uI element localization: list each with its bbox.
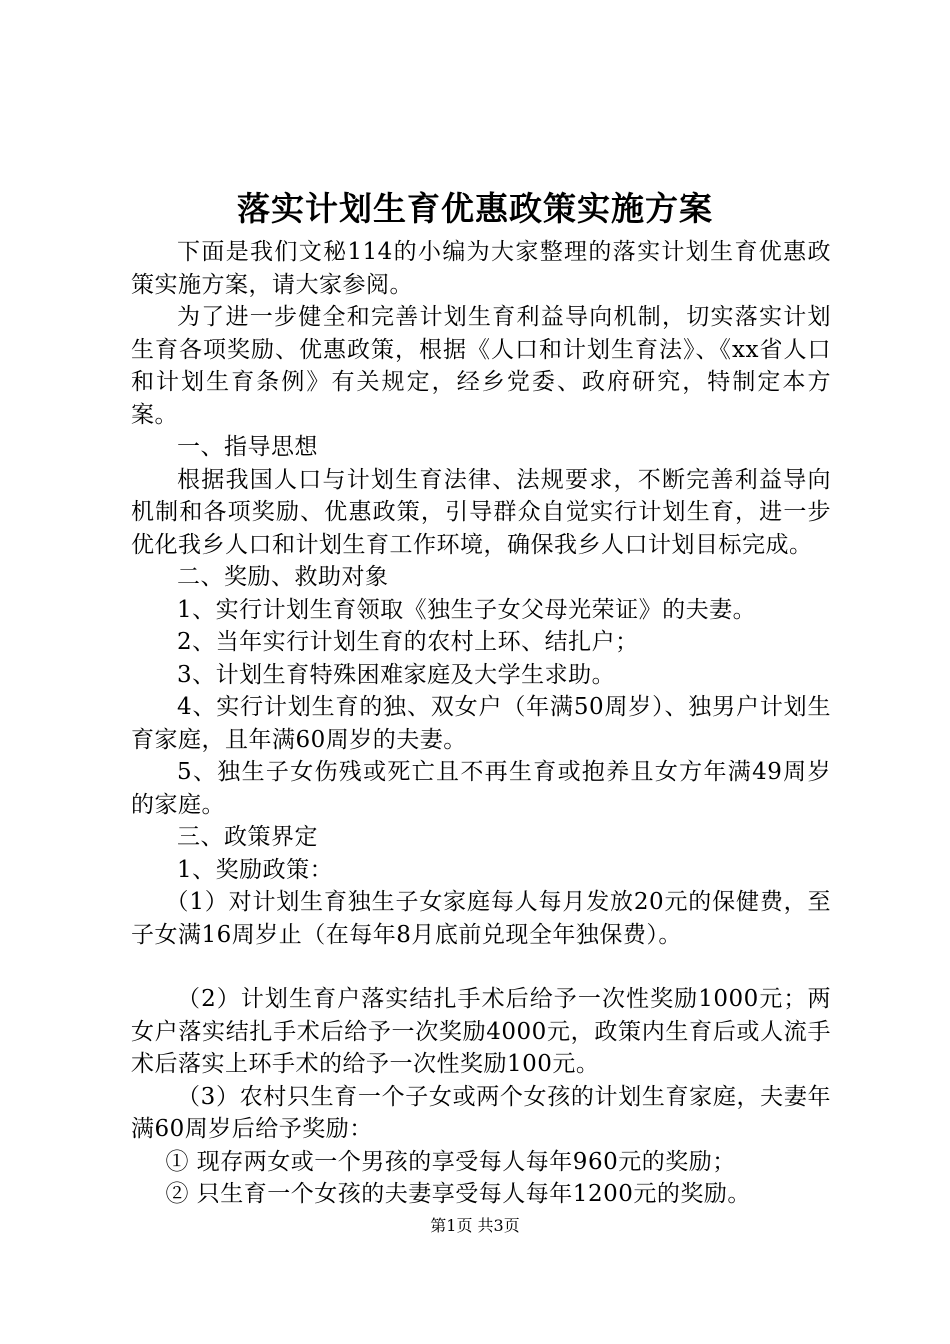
reward-item: （1）对计划生育独生子女家庭每人每月发放20元的保健费，至子女满16周岁止（在每年8月底前兑现全年独保费）。 bbox=[131, 889, 831, 948]
sub-reward-item: ② 只生育一个女孩的夫妻享受每人每年1200元的奖励。 bbox=[165, 1181, 751, 1207]
section-heading-1: 一、指导思想 bbox=[177, 434, 318, 460]
document-body bbox=[131, 236, 831, 1211]
document-title: 落实计划生育优惠政策实施方案 bbox=[237, 189, 713, 228]
guiding-paragraph: 根据我国人口与计划生育法律、法规要求，不断完善利益导向机制和各项奖励、优惠政策，引导群众自觉实行计划生育，进一步优化我乡人口和计划生育工作环境，确保我乡人口计划目标完成。 bbox=[131, 466, 831, 558]
blank-line bbox=[131, 951, 831, 983]
section-heading-3: 三、政策界定 bbox=[177, 824, 318, 850]
reward-item: （3）农村只生育一个子女或两个女孩的计划生育家庭，夫妻年满60周岁后给予奖励： bbox=[131, 1083, 831, 1142]
purpose-paragraph: 为了进一步健全和完善计划生育利益导向机制，切实落实计划生育各项奖励、优惠政策，根据《人口和计划生育法》、《xx省人口和计划生育条例》有关规定，经乡党委、政府研究，特制定本方案。 bbox=[131, 304, 831, 428]
section-heading-2: 二、奖励、救助对象 bbox=[177, 564, 389, 590]
page-footer: 第1页 共3页 bbox=[430, 1216, 520, 1235]
list-item: 3、计划生育特殊困难家庭及大学生求助。 bbox=[177, 661, 616, 688]
reward-item: （2）计划生育户落实结扎手术后给予一次性奖励1000元；两女户落实结扎手术后给予一次奖励4000元，政策内生育后或人流手术后落实上环手术的给予一次性奖励100元。 bbox=[131, 986, 831, 1077]
list-item: 5、独生子女伤残或死亡且不再生育或抱养且女方年满49周岁的家庭。 bbox=[131, 759, 831, 818]
sub-reward-item: ① 现存两女或一个男孩的享受每人每年960元的奖励； bbox=[165, 1148, 736, 1175]
list-item: 1、实行计划生育领取《独生子女父母光荣证》的夫妻。 bbox=[177, 596, 757, 623]
intro-paragraph: 下面是我们文秘114的小编为大家整理的落实计划生育优惠政策实施方案，请大家参阅。 bbox=[131, 239, 831, 298]
subsection-heading: 1、奖励政策： bbox=[177, 856, 334, 883]
list-item: 4、实行计划生育的独、双女户（年满50周岁）、独男户计划生育家庭，且年满60周岁的夫妻。 bbox=[131, 694, 831, 753]
list-item: 2、当年实行计划生育的农村上环、结扎户； bbox=[177, 629, 639, 655]
